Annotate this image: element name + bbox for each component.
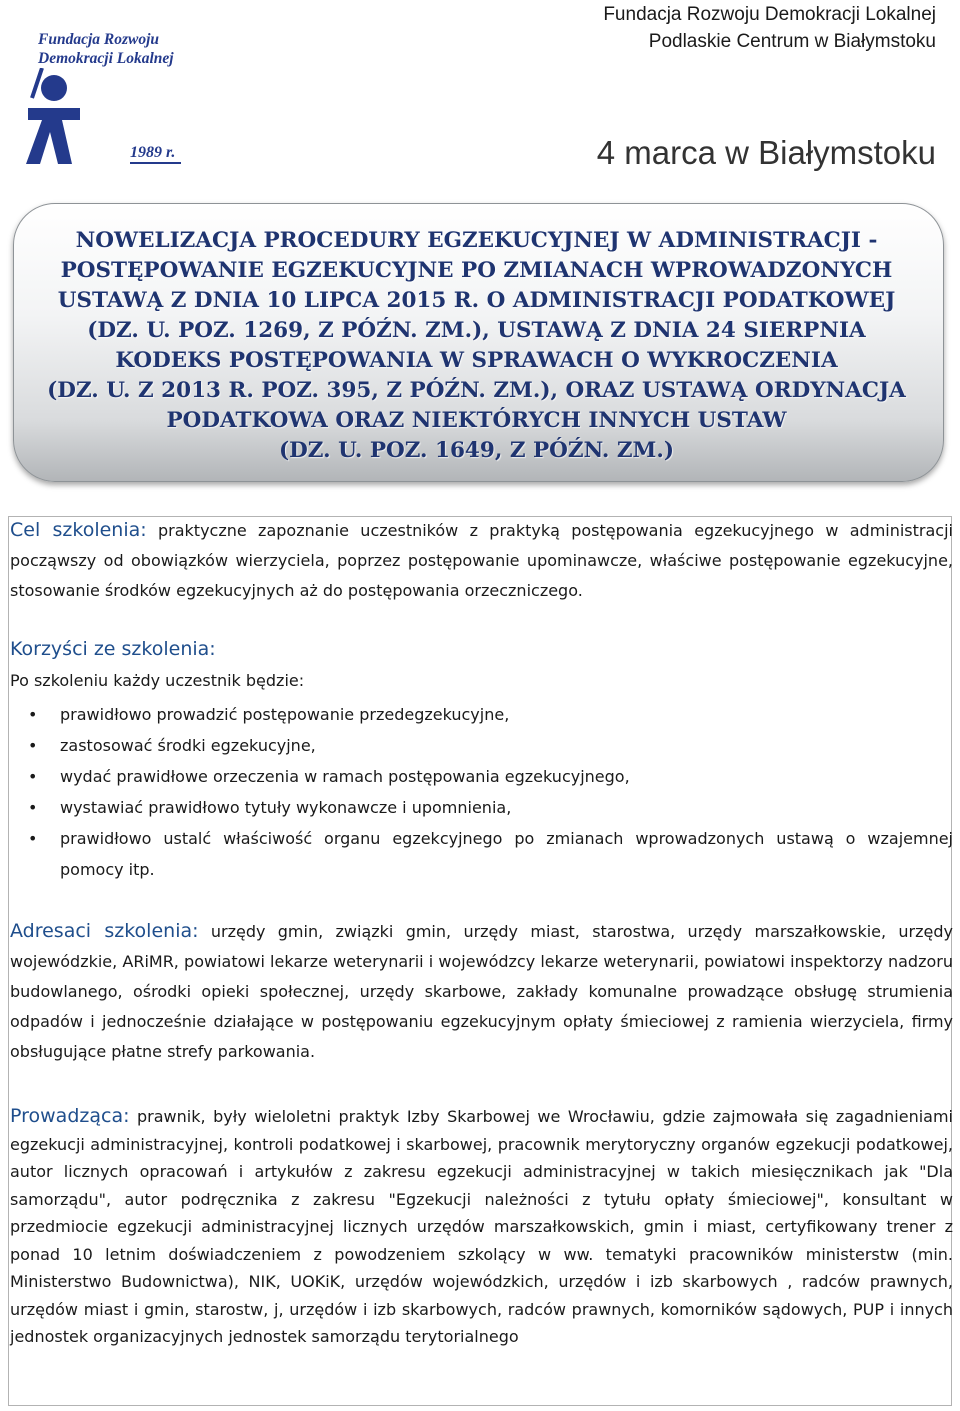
bullet-icon: • [28, 829, 38, 848]
target-audience-label: Adresaci szkolenia: [10, 920, 199, 942]
training-goal-label: Cel szkolenia: [10, 519, 147, 541]
foundation-logo [14, 30, 199, 170]
logo-year: 1989 r. [130, 144, 181, 164]
trainer-label: Prowadząca: [10, 1105, 130, 1127]
logo-name-line1: Fundacja Rozwoju [38, 31, 160, 48]
list-item [28, 730, 953, 761]
benefits-intro: Po szkoleniu każdy uczestnik będzie: [10, 671, 305, 690]
training-goal [10, 515, 953, 606]
title-line: POSTĘPOWANIE EGZEKUCYJNE PO ZMIANACH WPROWADZONYCH [60, 258, 893, 283]
target-audience [10, 916, 953, 1067]
title-line: NOWELIZACJA PROCEDURY EGZEKUCYJNEJ W ADMINISTRACJI - [75, 228, 878, 253]
list-item [28, 792, 953, 823]
benefits-heading: Korzyści ze szkolenia: [10, 638, 216, 660]
title-line: (DZ. U. POZ. 1269, Z PÓŹN. ZM.), USTAWĄ Z DNIA 24 SIERPNIA [87, 318, 866, 343]
training-goal-text: praktyczne zapoznanie uczestników z praktyką postępowania egzekucyjnego w administracji począwszy od obowiązków wierzyciela, poprzez postępowanie upominawcze, właściwe postępowanie egzekucyjne, stosowanie środków egzekucyjnych aż do postępowania orzeczniczego. [10, 521, 953, 600]
org-name: Fundacja Rozwoju Demokracji Lokalnej [603, 4, 936, 25]
list-item [28, 761, 953, 792]
trainer-text: prawnik, były wieloletni praktyk Izby Skarbowej we Wrocławiu, gdzie zajmowała się zagadnieniami egzekucji administracyjnej, kontroli podatkowej i skarbowej, pracownik merytoryczny organów egzekucji podatkowej, autor licznych opracowań i artykułów z zakresu egzekucji administracyjnej w takich miesięcznikach jak "Dla samorządu", autor podręcznika z zakresu "Egzekucji należności z tytułu opłaty śmieciowej", konsultant w przedmiocie egzekucji administracyjnej licznych urzędów marszałkowskich, gmin i miast, certyfikowany trener z ponad 10 letnim doświadczeniem z powodzeniem szkolący w ww. tematyki pracowników ministerstw (min. Ministerstwo Budownictwa), NIK, UOKiK, urzędów wojewódzkich, urzędów i izb skarbowych , radców prawnych, urzędów miast i gmin, starostw, j, urzędów i izb skarbowych, radców prawnych, komorników sądowych, PUP i innych jednostek organizacyjnych jednostek samorządu terytorialnego [10, 1107, 953, 1346]
title-line: KODEKS POSTĘPOWANIA W SPRAWACH O WYKROCZENIA [115, 348, 838, 373]
logo-name-line2: Demokracji Lokalnej [38, 50, 174, 67]
list-item-text: prawidłowo ustalć właściwość organu egzekcyjnego po zmianach wprowadzonych ustawą o wzajemnej pomocy itp. [60, 829, 953, 879]
list-item-text: prawidłowo prowadzić postępowanie przedegzekucyjne, [60, 705, 510, 724]
walking-figure-icon [14, 68, 94, 168]
title-line: (DZ. U. Z 2013 R. POZ. 395, Z PÓŹN. ZM.), ORAZ USTAWĄ ORDYNACJA [47, 378, 906, 403]
event-date: 4 marca w Białymstoku [596, 134, 936, 171]
bullet-icon: • [28, 798, 38, 817]
title-line: USTAWĄ Z DNIA 10 LIPCA 2015 R. O ADMINISTRACJI PODATKOWEJ [57, 288, 896, 313]
logo-name [38, 30, 208, 68]
list-item-text: wydać prawidłowe orzeczenia w ramach postępowania egzekucyjnego, [60, 767, 630, 786]
bullet-icon: • [28, 705, 38, 724]
trainer-info [10, 1103, 953, 1351]
list-item [28, 823, 953, 885]
list-item-text: zastosować środki egzekucyjne, [60, 736, 316, 755]
title-line: (DZ. U. POZ. 1649, Z PÓŹN. ZM.) [278, 438, 674, 463]
bullet-icon: • [28, 767, 38, 786]
list-item [28, 699, 953, 730]
title-line: PODATKOWA ORAZ NIEKTÓRYCH INNYCH USTAW [166, 408, 787, 433]
list-item-text: wystawiać prawidłowo tytuły wykonawcze i upomnienia, [60, 798, 512, 817]
org-branch: Podlaskie Centrum w Białymstoku [648, 31, 936, 52]
bullet-icon: • [28, 736, 38, 755]
training-title [24, 226, 929, 466]
organization-header [603, 1, 936, 55]
target-audience-text: urzędy gmin, związki gmin, urzędy miast, starostwa, urzędy marszałkowskie, urzędy wojewódzkie, ARiMR, powiatowi lekarze weterynarii i wojewódzcy lekarze weterynarii, powiatowi inspektorzy nadzoru budowlanego, ośrodki opieki społecznej, urzędy skarbowe, zakłady komunalne prowadzące obsługę strumienia odpadów i jednocześnie działające w postępowaniu egzekucyjnym opłaty śmieciowej z ramienia wierzyciela, firmy obsługujące płatne strefy parkowania. [10, 922, 953, 1061]
